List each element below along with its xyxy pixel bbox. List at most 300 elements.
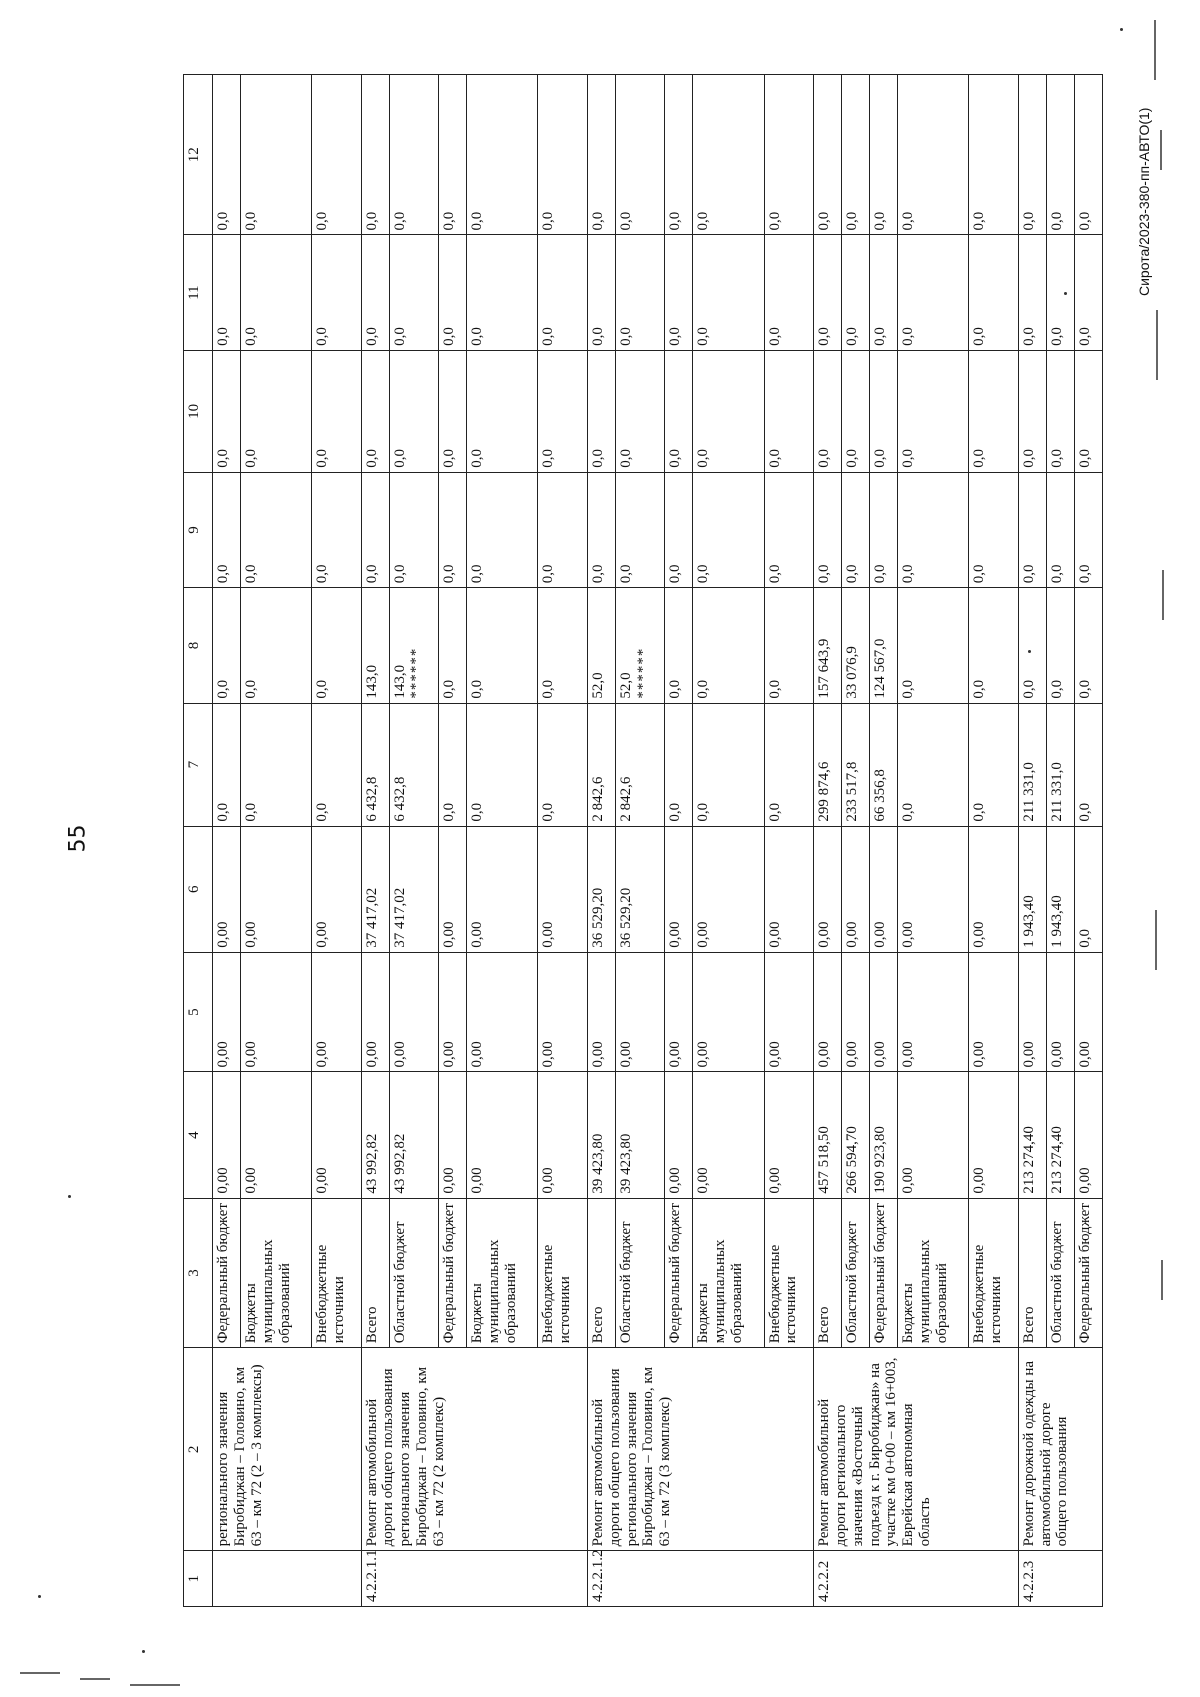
- value-cell: [870, 350, 898, 472]
- value-text: 0,0: [441, 564, 458, 584]
- value-cell: [213, 826, 241, 952]
- column-header: 5: [184, 952, 213, 1072]
- value-text: 0,0: [540, 802, 557, 822]
- value-text: 0,0: [363, 449, 380, 468]
- value-cell: [615, 235, 665, 350]
- value-text: 39 423,80: [617, 1133, 634, 1194]
- value-cell: [969, 350, 1019, 472]
- value-cell: [467, 1072, 538, 1198]
- value-cell: [665, 826, 693, 952]
- value-text: 39 423,80: [589, 1133, 606, 1194]
- value-text: 0,00: [469, 1041, 486, 1068]
- value-text: 0,0: [1076, 929, 1093, 948]
- value-text: 0,0: [1020, 449, 1037, 468]
- value-cell: [898, 588, 969, 703]
- value-text: 0,0: [1048, 449, 1065, 468]
- value-cell: [361, 75, 389, 235]
- value-cell: [898, 1072, 969, 1198]
- value-cell: [240, 235, 311, 350]
- value-text: 0,0: [695, 679, 712, 699]
- table-row: [213, 75, 241, 1607]
- value-text: 0,00: [441, 1167, 458, 1194]
- value-cell: [361, 703, 389, 826]
- value-text: 0,0: [391, 449, 408, 468]
- value-cell: [842, 350, 870, 472]
- value-text: 0,0: [667, 802, 684, 822]
- row-name: Ремонт дорожной одежды на автомобильной дороге общего пользования: [1018, 1348, 1102, 1551]
- value-text: 0,0: [900, 564, 917, 584]
- value-cell: [1046, 350, 1074, 472]
- value-text: 0,0: [872, 211, 889, 231]
- column-header: 6: [184, 826, 213, 952]
- table-row: [814, 75, 842, 1607]
- value-cell: [439, 235, 467, 350]
- value-cell: [898, 350, 969, 472]
- footnote-stars: ******: [408, 647, 425, 699]
- value-cell: [665, 703, 693, 826]
- value-cell: [764, 75, 814, 235]
- funding-source: Всего: [587, 1198, 615, 1348]
- value-text: 0,0: [314, 449, 331, 468]
- funding-source: Бюджеты муниципальных образований: [693, 1198, 764, 1348]
- value-cell: [764, 952, 814, 1072]
- value-text: 0,00: [900, 1041, 917, 1068]
- table-body: [213, 75, 1103, 1607]
- value-text: 0,0: [844, 211, 861, 231]
- value-text: 0,0: [695, 564, 712, 584]
- value-cell: [665, 588, 693, 703]
- value-text: 0,00: [900, 1167, 917, 1194]
- value-text: 0,0: [872, 449, 889, 468]
- value-text: 52,0: [589, 672, 606, 699]
- value-cell: [1018, 703, 1046, 826]
- value-text: 0,0: [667, 564, 684, 584]
- funding-source: Внебюджетные источники: [312, 1198, 362, 1348]
- value-text: 143,0: [363, 664, 380, 699]
- value-text: 299 874,6: [816, 761, 833, 822]
- value-text: 66 356,8: [872, 769, 889, 822]
- value-text: 0,0: [695, 211, 712, 231]
- value-cell: [693, 75, 764, 235]
- value-cell: [538, 952, 588, 1072]
- funding-source: Федеральный бюджет: [665, 1198, 693, 1348]
- speck-mark: [1064, 292, 1067, 295]
- value-cell: [467, 350, 538, 472]
- value-text: 0,0: [242, 449, 259, 468]
- value-text: 0,0: [844, 449, 861, 468]
- value-cell: [1018, 1072, 1046, 1198]
- value-cell: [240, 75, 311, 235]
- value-text: 6 432,8: [391, 776, 408, 822]
- value-cell: [1018, 350, 1046, 472]
- value-text: 0,0: [363, 564, 380, 584]
- value-text: 0,0: [1076, 211, 1093, 231]
- value-text: 0,0: [1076, 449, 1093, 468]
- value-text: 0,0: [441, 679, 458, 699]
- value-cell: [467, 703, 538, 826]
- value-cell: [240, 472, 311, 587]
- value-cell: [213, 350, 241, 472]
- value-text: 0,0: [695, 802, 712, 822]
- value-cell: [814, 472, 842, 587]
- value-text: 0,00: [844, 921, 861, 948]
- value-text: 0,0: [667, 327, 684, 346]
- value-cell: [764, 350, 814, 472]
- value-text: 0,0: [314, 211, 331, 231]
- row-code: 4.2.2.1.1: [361, 1551, 587, 1607]
- value-text: 213 274,40: [1048, 1126, 1065, 1194]
- value-text: 0,00: [1048, 1041, 1065, 1068]
- value-cell: [213, 472, 241, 587]
- value-cell: [1018, 588, 1046, 703]
- value-cell: [389, 472, 439, 587]
- value-cell: [969, 703, 1019, 826]
- value-cell: [1018, 472, 1046, 587]
- value-cell: [764, 703, 814, 826]
- value-cell: [439, 350, 467, 472]
- value-cell: [764, 826, 814, 952]
- value-text: 0,0: [469, 679, 486, 699]
- scan-edge-marks: [1152, 10, 1182, 1690]
- value-cell: [439, 952, 467, 1072]
- value-cell: [1074, 703, 1102, 826]
- value-cell: [213, 588, 241, 703]
- value-text: 0,0: [242, 211, 259, 231]
- value-text: 0,0: [617, 564, 634, 584]
- value-cell: [842, 472, 870, 587]
- value-cell: [1074, 588, 1102, 703]
- speck-mark: [1028, 650, 1031, 653]
- value-text: 0,0: [540, 327, 557, 346]
- value-text: 37 417,02: [363, 887, 380, 948]
- page-number: 55: [65, 824, 91, 853]
- value-cell: [615, 1072, 665, 1198]
- speck-mark: [68, 1195, 71, 1198]
- value-cell: [1018, 826, 1046, 952]
- value-cell: [240, 588, 311, 703]
- funding-source: Бюджеты муниципальных образований: [240, 1198, 311, 1348]
- value-text: 0,0: [391, 327, 408, 346]
- value-cell: [389, 350, 439, 472]
- table-row: [361, 75, 389, 1607]
- budget-table: [183, 74, 1103, 1607]
- funding-source: Федеральный бюджет: [1074, 1198, 1102, 1348]
- value-text: 0,0: [441, 327, 458, 346]
- value-cell: [361, 235, 389, 350]
- column-header: 4: [184, 1072, 213, 1198]
- value-cell: [870, 826, 898, 952]
- value-cell: [439, 703, 467, 826]
- value-text: 0,00: [816, 1041, 833, 1068]
- value-text: 0,0: [695, 449, 712, 468]
- value-text: 211 331,0: [1020, 762, 1037, 822]
- value-text: 0,0: [242, 327, 259, 346]
- value-text: 0,00: [242, 921, 259, 948]
- value-cell: [1018, 75, 1046, 235]
- value-text: 0,0: [589, 211, 606, 231]
- value-cell: [389, 588, 439, 703]
- value-cell: [312, 952, 362, 1072]
- value-cell: [587, 75, 615, 235]
- value-cell: [587, 703, 615, 826]
- funding-source: Всего: [814, 1198, 842, 1348]
- column-header: 9: [184, 472, 213, 587]
- value-cell: [312, 703, 362, 826]
- funding-source: Внебюджетные источники: [969, 1198, 1019, 1348]
- value-text: 0,0: [1048, 679, 1065, 699]
- value-cell: [1074, 1072, 1102, 1198]
- value-text: 0,0: [971, 327, 988, 346]
- value-text: 0,0: [766, 564, 783, 584]
- value-text: 0,0: [971, 564, 988, 584]
- value-cell: [1074, 826, 1102, 952]
- value-text: 2 842,6: [589, 776, 606, 822]
- value-text: 0,00: [314, 921, 331, 948]
- value-text: 0,00: [667, 1041, 684, 1068]
- value-cell: [1018, 952, 1046, 1072]
- value-text: 37 417,02: [391, 887, 408, 948]
- value-cell: [361, 952, 389, 1072]
- funding-source: Областной бюджет: [389, 1198, 439, 1348]
- value-cell: [969, 235, 1019, 350]
- value-cell: [240, 826, 311, 952]
- row-code: [213, 1551, 362, 1607]
- table-header-row: [184, 75, 213, 1607]
- value-text: 0,0: [766, 679, 783, 699]
- value-cell: [615, 350, 665, 472]
- value-cell: [587, 1072, 615, 1198]
- value-text: 0,0: [1020, 211, 1037, 231]
- value-text: 0,00: [589, 1041, 606, 1068]
- value-cell: [213, 952, 241, 1072]
- value-cell: [213, 75, 241, 235]
- value-text: 0,0: [695, 327, 712, 346]
- value-cell: [969, 472, 1019, 587]
- row-code: 4.2.2.3: [1018, 1551, 1102, 1607]
- value-cell: [1046, 588, 1074, 703]
- value-cell: [665, 235, 693, 350]
- value-cell: [389, 235, 439, 350]
- value-text: 457 518,50: [816, 1126, 833, 1194]
- value-cell: [615, 588, 665, 703]
- value-cell: [969, 826, 1019, 952]
- value-cell: [969, 75, 1019, 235]
- value-text: 0,0: [540, 449, 557, 468]
- value-cell: [538, 472, 588, 587]
- value-text: 0,0: [242, 802, 259, 822]
- funding-source: Областной бюджет: [842, 1198, 870, 1348]
- value-cell: [538, 1072, 588, 1198]
- value-text: 0,00: [540, 921, 557, 948]
- value-cell: [870, 75, 898, 235]
- value-text: 0,00: [766, 1041, 783, 1068]
- value-text: 0,0: [816, 564, 833, 584]
- value-text: 0,0: [242, 564, 259, 584]
- value-text: 0,00: [900, 921, 917, 948]
- value-cell: [969, 1072, 1019, 1198]
- row-name: Ремонт автомобильной дороги общего пользования регионального значения Биробиджан – Головино, км 63 – км 72 (2 комплекс): [361, 1348, 587, 1551]
- value-text: 0,00: [540, 1167, 557, 1194]
- value-cell: [870, 588, 898, 703]
- value-cell: [389, 75, 439, 235]
- value-text: 2 842,6: [617, 776, 634, 822]
- value-text: 0,0: [667, 679, 684, 699]
- value-text: 0,0: [540, 211, 557, 231]
- value-text: 0,00: [363, 1041, 380, 1068]
- value-text: 0,0: [1076, 327, 1093, 346]
- value-text: 0,0: [215, 802, 231, 822]
- value-text: 190 923,80: [872, 1126, 889, 1194]
- value-cell: [240, 952, 311, 1072]
- value-text: 0,00: [469, 921, 486, 948]
- value-text: 0,0: [1048, 327, 1065, 346]
- value-text: 1 943,40: [1048, 895, 1065, 948]
- value-cell: [693, 472, 764, 587]
- value-text: 0,0: [1020, 564, 1037, 584]
- value-text: 233 517,8: [844, 761, 861, 822]
- value-text: 0,00: [1020, 1041, 1037, 1068]
- value-cell: [439, 472, 467, 587]
- value-text: 0,00: [766, 1167, 783, 1194]
- funding-source: Бюджеты муниципальных образований: [467, 1198, 538, 1348]
- value-cell: [665, 472, 693, 587]
- value-text: 0,0: [872, 564, 889, 584]
- value-cell: [665, 350, 693, 472]
- value-cell: [312, 1072, 362, 1198]
- value-text: 0,0: [667, 211, 684, 231]
- value-cell: [587, 472, 615, 587]
- value-cell: [361, 1072, 389, 1198]
- value-text: 0,00: [1076, 1041, 1093, 1068]
- value-cell: [361, 588, 389, 703]
- value-text: 0,00: [242, 1167, 259, 1194]
- value-text: 0,0: [1020, 327, 1037, 346]
- value-text: 213 274,40: [1020, 1126, 1037, 1194]
- value-cell: [693, 952, 764, 1072]
- value-text: 52,0: [617, 672, 634, 699]
- value-text: 33 076,9: [844, 646, 861, 699]
- value-cell: [312, 588, 362, 703]
- funding-source: Областной бюджет: [1046, 1198, 1074, 1348]
- column-header: 1: [184, 1551, 213, 1607]
- value-text: 0,00: [695, 921, 712, 948]
- value-cell: [240, 703, 311, 826]
- value-text: 0,0: [844, 327, 861, 346]
- value-text: 0,00: [617, 1041, 634, 1068]
- value-cell: [587, 235, 615, 350]
- value-text: 0,0: [215, 679, 231, 699]
- value-text: 0,00: [872, 1041, 889, 1068]
- value-text: 0,00: [971, 921, 988, 948]
- funding-source: Федеральный бюджет: [439, 1198, 467, 1348]
- value-cell: [538, 703, 588, 826]
- value-text: 0,0: [314, 327, 331, 346]
- funding-source: Внебюджетные источники: [538, 1198, 588, 1348]
- value-text: 0,00: [1076, 1167, 1093, 1194]
- value-cell: [467, 588, 538, 703]
- value-cell: [361, 350, 389, 472]
- column-header: 11: [184, 235, 213, 350]
- value-cell: [842, 952, 870, 1072]
- speck-mark: [1120, 28, 1123, 31]
- value-text: 0,0: [589, 327, 606, 346]
- value-cell: [842, 588, 870, 703]
- value-cell: [693, 350, 764, 472]
- value-cell: [814, 826, 842, 952]
- value-text: 0,0: [215, 327, 231, 346]
- value-cell: [1074, 472, 1102, 587]
- value-text: 0,00: [469, 1167, 486, 1194]
- budget-table-wrapper: [183, 74, 1103, 1607]
- value-cell: [615, 703, 665, 826]
- value-text: 0,00: [540, 1041, 557, 1068]
- value-cell: [213, 235, 241, 350]
- value-text: 211 331,0: [1048, 762, 1065, 822]
- value-cell: [615, 472, 665, 587]
- value-cell: [312, 75, 362, 235]
- value-cell: [467, 75, 538, 235]
- value-text: 0,0: [469, 449, 486, 468]
- speck-mark: [142, 1650, 145, 1653]
- value-cell: [764, 588, 814, 703]
- value-cell: [467, 472, 538, 587]
- value-text: 0,0: [540, 564, 557, 584]
- value-cell: [1074, 75, 1102, 235]
- value-cell: [764, 1072, 814, 1198]
- value-text: 0,0: [816, 327, 833, 346]
- value-text: 1 943,40: [1020, 895, 1037, 948]
- value-cell: [1074, 952, 1102, 1072]
- funding-source: Всего: [361, 1198, 389, 1348]
- value-text: 0,0: [900, 679, 917, 699]
- value-text: 0,0: [766, 327, 783, 346]
- value-cell: [842, 826, 870, 952]
- value-text: 0,0: [314, 679, 331, 699]
- funding-source: Внебюджетные источники: [764, 1198, 814, 1348]
- value-text: 0,0: [667, 449, 684, 468]
- value-cell: [1046, 75, 1074, 235]
- value-text: 0,0: [766, 449, 783, 468]
- value-text: 0,0: [617, 449, 634, 468]
- value-cell: [898, 472, 969, 587]
- value-text: 36 529,20: [589, 887, 606, 948]
- value-cell: [898, 75, 969, 235]
- table-row: [1018, 75, 1046, 1607]
- value-cell: [814, 588, 842, 703]
- value-text: 0,00: [314, 1041, 331, 1068]
- funding-source: Всего: [1018, 1198, 1046, 1348]
- value-text: 0,00: [215, 921, 231, 948]
- value-cell: [312, 350, 362, 472]
- value-cell: [842, 1072, 870, 1198]
- value-text: 0,00: [391, 1041, 408, 1068]
- value-cell: [814, 75, 842, 235]
- value-text: 0,0: [900, 211, 917, 231]
- value-text: 0,0: [816, 449, 833, 468]
- value-cell: [898, 826, 969, 952]
- value-cell: [538, 826, 588, 952]
- value-text: 0,00: [971, 1041, 988, 1068]
- value-cell: [842, 75, 870, 235]
- value-cell: [693, 588, 764, 703]
- value-text: 0,0: [391, 564, 408, 584]
- funding-source: Федеральный бюджет: [870, 1198, 898, 1348]
- value-cell: [1046, 826, 1074, 952]
- value-cell: [538, 588, 588, 703]
- value-cell: [587, 826, 615, 952]
- value-cell: [898, 703, 969, 826]
- value-cell: [1046, 472, 1074, 587]
